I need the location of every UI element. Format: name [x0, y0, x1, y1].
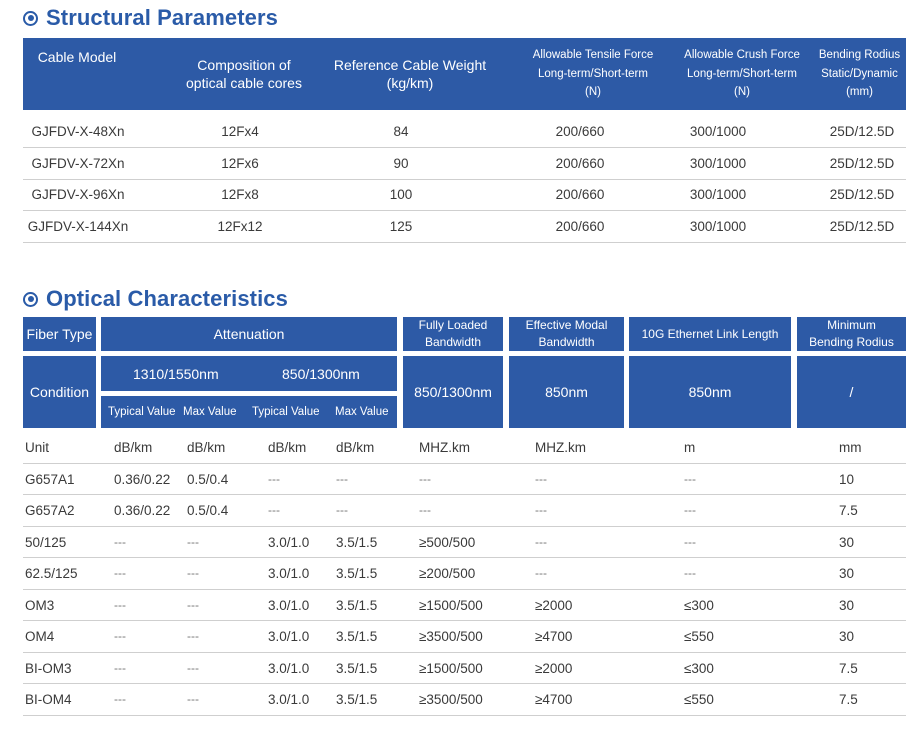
condition-link: 850nm: [629, 356, 791, 428]
table-cell: 3.5/1.5: [336, 534, 378, 550]
table-cell: ≥2000: [535, 597, 573, 613]
table-cell: ≥200/500: [419, 566, 476, 581]
header-condition: Condition: [23, 356, 96, 428]
table-cell: ---: [419, 471, 431, 486]
table-cell: ≥3500/500: [419, 629, 483, 644]
header-fully-loaded-bandwidth: Fully Loaded Bandwidth: [403, 317, 503, 351]
table-cell: 3.0/1.0: [268, 534, 310, 550]
table-cell: 90: [393, 155, 409, 171]
table-cell: ---: [535, 503, 547, 517]
table-cell: ---: [684, 566, 696, 580]
table-cell: ---: [535, 471, 547, 486]
table-cell: GJFDV-X-72Xn: [31, 155, 125, 171]
table-row: [23, 590, 906, 622]
table-cell: 30: [839, 566, 855, 581]
table-cell: ---: [684, 503, 696, 517]
table-row: [23, 621, 906, 653]
max-value-2: Max Value: [335, 406, 389, 418]
table-cell: ---: [535, 534, 547, 549]
table-cell: 300/1000: [689, 218, 747, 234]
table-cell: ≥4700: [535, 692, 573, 707]
table-cell: 3.5/1.5: [336, 597, 378, 613]
table-cell: ---: [187, 629, 199, 643]
table-cell: 12Fx8: [221, 187, 259, 202]
condition-bandwidth: 850/1300nm: [403, 356, 503, 428]
table-cell: OM3: [25, 597, 55, 613]
table-cell: 0.5/0.4: [187, 503, 229, 518]
header-fiber-type: Fiber Type: [23, 317, 96, 351]
table-cell: ---: [268, 471, 280, 486]
table-cell: 7.5: [839, 660, 858, 676]
structural-section-title: [23, 5, 278, 31]
table-cell: 30: [839, 534, 855, 550]
table-cell: 50/125: [25, 534, 67, 550]
table-cell: 12Fx6: [221, 155, 259, 171]
table-cell: OM4: [25, 629, 55, 644]
table-row: [23, 495, 906, 527]
table-cell: MHZ.km: [419, 440, 470, 455]
table-cell: 30: [839, 629, 855, 644]
table-cell: 7.5: [839, 692, 858, 707]
structural-table-header: [23, 38, 906, 110]
table-row: [23, 558, 906, 590]
condition-bending: /: [797, 356, 906, 428]
table-cell: ---: [187, 534, 199, 549]
table-cell: ---: [336, 503, 348, 517]
table-cell: 200/660: [555, 187, 605, 202]
table-cell: 7.5: [839, 503, 858, 518]
table-cell: BI-OM4: [25, 692, 72, 707]
table-row: [23, 464, 906, 496]
table-cell: ---: [268, 503, 280, 517]
table-cell: GJFDV-X-48Xn: [31, 124, 125, 139]
table-cell: ---: [114, 660, 126, 675]
table-cell: dB/km: [336, 440, 375, 455]
table-cell: 3.0/1.0: [268, 629, 310, 644]
condition-modal: 850nm: [509, 356, 624, 428]
table-cell: ≤550: [684, 629, 714, 644]
typical-value-2: Typical Value: [252, 406, 320, 418]
header-value-types: [101, 396, 397, 428]
table-cell: 25D/12.5D: [829, 155, 895, 171]
table-cell: ≤550: [684, 692, 714, 707]
table-cell: 12Fx4: [221, 124, 259, 139]
table-cell: ≥4700: [535, 629, 573, 644]
table-cell: 25D/12.5D: [829, 124, 895, 139]
table-cell: 12Fx12: [217, 218, 263, 234]
table-cell: 200/660: [555, 124, 605, 139]
table-cell: G657A1: [25, 471, 75, 487]
table-cell: ---: [187, 660, 199, 675]
optical-title: Optical Characteristics: [46, 286, 288, 311]
table-row: [23, 653, 906, 685]
table-cell: dB/km: [114, 440, 153, 455]
table-cell: ≥1500/500: [419, 597, 483, 613]
table-cell: 3.5/1.5: [336, 692, 378, 707]
table-cell: 3.5/1.5: [336, 629, 378, 644]
table-cell: 0.5/0.4: [187, 471, 229, 487]
table-cell: 200/660: [555, 155, 605, 171]
table-row: [23, 116, 906, 148]
header-crush: Allowable Crush Force Long-term/Short-term (N): [684, 49, 800, 99]
header-link-length: 10G Ethernet Link Length: [629, 317, 791, 351]
radio-dot-icon: [23, 11, 38, 26]
table-cell: 0.36/0.22: [114, 471, 171, 487]
table-row: [23, 179, 906, 211]
table-cell: 100: [389, 187, 413, 202]
table-cell: ---: [114, 566, 126, 580]
table-row: [23, 527, 906, 559]
table-cell: dB/km: [187, 440, 226, 455]
table-cell: GJFDV-X-144Xn: [27, 218, 129, 234]
table-cell: BI-OM3: [25, 660, 72, 676]
table-cell: 3.5/1.5: [336, 566, 378, 581]
table-cell: 3.0/1.0: [268, 597, 310, 613]
header-attenuation: Attenuation: [101, 317, 397, 351]
header-wavelengths: [101, 356, 397, 391]
table-cell: GJFDV-X-96Xn: [31, 187, 125, 202]
table-cell: ---: [114, 534, 126, 549]
table-cell: ---: [419, 503, 431, 517]
table-cell: ---: [114, 692, 126, 706]
table-cell: dB/km: [268, 440, 307, 455]
header-tensile: Allowable Tensile Force Long-term/Short-term (N): [532, 49, 654, 99]
table-cell: ≥1500/500: [419, 660, 483, 676]
table-cell: 3.0/1.0: [268, 660, 310, 676]
table-cell: ---: [684, 534, 696, 549]
table-cell: MHZ.km: [535, 440, 586, 455]
header-min-bending-radius: Minimum Bending Rodius: [797, 317, 906, 351]
table-cell: 3.5/1.5: [336, 660, 378, 676]
table-cell: 25D/12.5D: [829, 187, 895, 202]
table-cell: ≤300: [684, 660, 714, 676]
table-cell: Unit: [25, 440, 50, 455]
table-cell: 0.36/0.22: [114, 503, 171, 518]
table-cell: G657A2: [25, 503, 75, 518]
table-row: [23, 211, 906, 243]
table-cell: 84: [393, 124, 409, 139]
table-cell: 300/1000: [689, 155, 747, 171]
table-cell: ≤300: [684, 597, 714, 613]
max-value-1: Max Value: [183, 406, 237, 418]
table-cell: 300/1000: [689, 187, 747, 202]
table-cell: 10: [839, 471, 855, 487]
table-cell: ≥3500/500: [419, 692, 483, 707]
table-cell: ---: [336, 471, 348, 486]
header-cable-model: Cable Model: [37, 49, 117, 65]
table-cell: 30: [839, 597, 855, 613]
table-cell: ---: [114, 629, 126, 643]
table-cell: 200/660: [555, 218, 605, 234]
table-cell: ---: [187, 566, 199, 580]
table-row: [23, 148, 906, 180]
header-bending: Bending Rodius Static/Dynamic (mm): [818, 49, 901, 99]
header-composition: Composition of optical cable cores: [186, 57, 302, 91]
wavelength-1310-1550: 1310/1550nm: [133, 365, 219, 382]
table-cell: m: [684, 440, 696, 455]
typical-value-1: Typical Value: [108, 406, 176, 418]
table-cell: 300/1000: [689, 124, 747, 139]
table-cell: ---: [114, 597, 126, 612]
optical-section-title: [23, 286, 288, 312]
table-cell: mm: [839, 440, 862, 455]
table-row: [23, 684, 906, 716]
wavelength-850-1300: 850/1300nm: [282, 365, 360, 382]
radio-dot-icon: [23, 292, 38, 307]
table-cell: ---: [684, 471, 696, 486]
table-cell: ≥500/500: [419, 534, 476, 550]
header-effective-modal-bandwidth: Effective Modal Bandwidth: [509, 317, 624, 351]
table-cell: 62.5/125: [25, 566, 78, 581]
table-cell: ---: [535, 566, 547, 580]
table-cell: 125: [389, 218, 413, 234]
table-cell: 3.0/1.0: [268, 566, 310, 581]
unit-row: [23, 432, 906, 464]
structural-title: Structural Parameters: [46, 5, 278, 30]
table-cell: ≥2000: [535, 660, 573, 676]
table-cell: ---: [187, 597, 199, 612]
table-cell: ---: [187, 692, 199, 706]
header-weight: Reference Cable Weight (kg/km): [333, 57, 487, 91]
table-cell: 25D/12.5D: [829, 218, 895, 234]
table-cell: 3.0/1.0: [268, 692, 310, 707]
